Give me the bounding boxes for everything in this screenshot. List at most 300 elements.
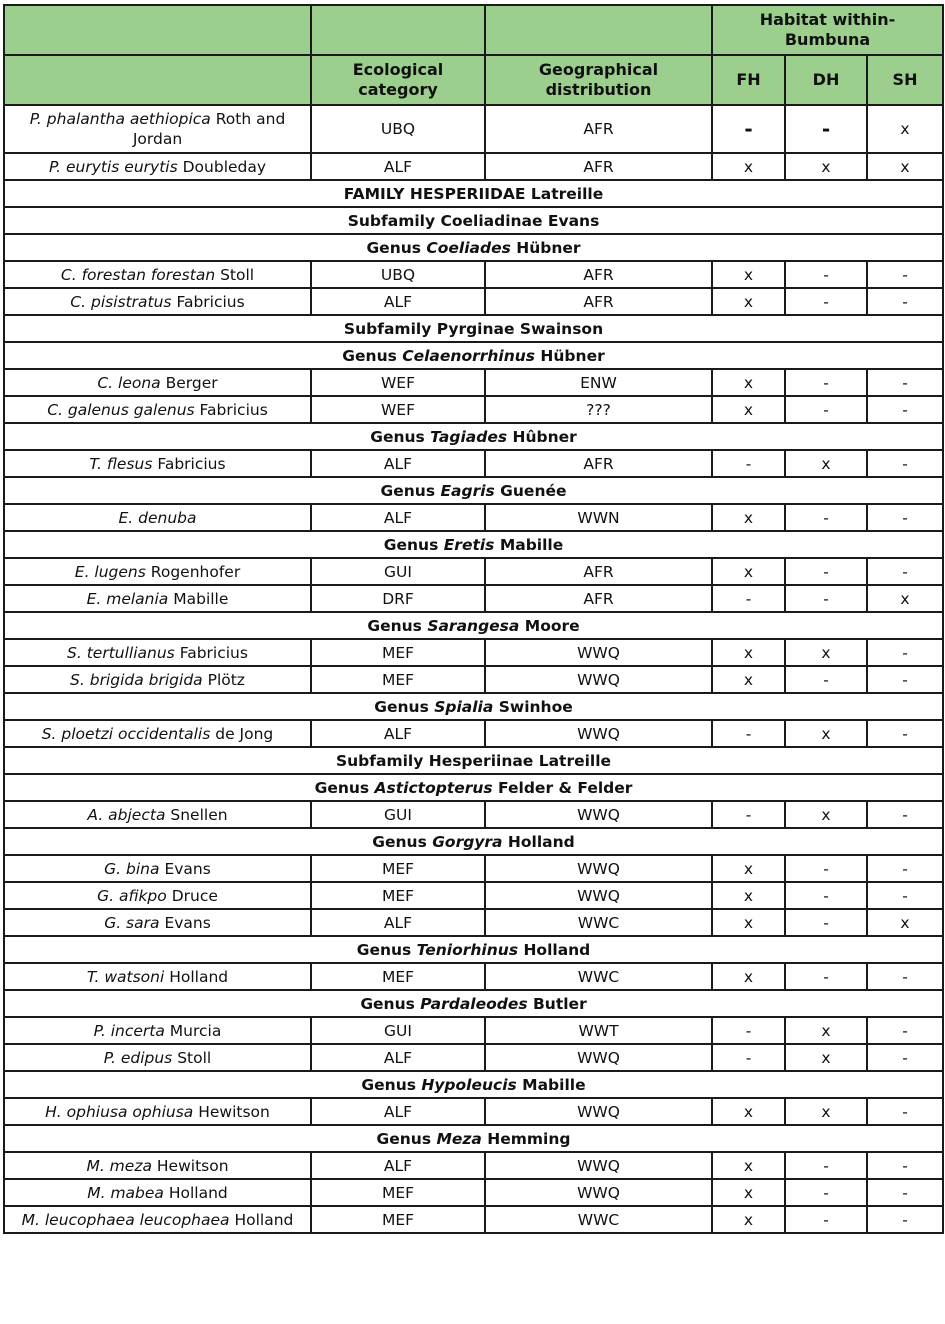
fh-cell: - (712, 1044, 785, 1071)
section-heading (4, 612, 943, 639)
section-row (4, 1125, 943, 1152)
sh-cell: - (867, 801, 943, 828)
table-row (4, 1179, 943, 1206)
ecological-category-cell: MEF (311, 639, 485, 666)
species-name: E. melania (86, 589, 169, 608)
species-author: Holland (234, 1210, 294, 1229)
section-heading-text: Genus (360, 994, 421, 1013)
dh-cell: x (785, 720, 867, 747)
header-habitat-group: Habitat within- Bumbuna (712, 5, 943, 55)
geographical-distribution-cell: AFR (485, 288, 712, 315)
dh-cell: x (785, 801, 867, 828)
geographical-distribution-cell: WWC (485, 963, 712, 990)
fh-cell: x (712, 909, 785, 936)
dh-cell: - (785, 396, 867, 423)
ecological-category-cell: WEF (311, 369, 485, 396)
geographical-distribution-cell: WWQ (485, 882, 712, 909)
table-row (4, 261, 943, 288)
ecological-category-cell: ALF (311, 909, 485, 936)
table-row (4, 639, 943, 666)
ecological-category-cell: WEF (311, 396, 485, 423)
dh-cell: x (785, 153, 867, 180)
dh-cell: - (785, 666, 867, 693)
table-row (4, 504, 943, 531)
fh-cell: x (712, 558, 785, 585)
section-row (4, 693, 943, 720)
section-heading-author: Hübner (510, 238, 581, 257)
table-row (4, 855, 943, 882)
section-heading-text: FAMILY HESPERIIDAE Latreille (343, 184, 604, 203)
dh-cell: - (785, 105, 867, 153)
species-name: E. lugens (74, 562, 146, 581)
sh-cell: - (867, 855, 943, 882)
section-heading-text: Subfamily Coeliadinae Evans (347, 211, 600, 230)
sh-cell: x (867, 105, 943, 153)
sh-cell: - (867, 450, 943, 477)
section-heading-text: Genus (361, 1075, 422, 1094)
sh-cell: - (867, 666, 943, 693)
ecological-category-cell: MEF (311, 1206, 485, 1233)
species-author: Fabricius (179, 643, 248, 662)
dh-cell: - (785, 882, 867, 909)
species-cell (4, 450, 311, 477)
table-row (4, 720, 943, 747)
section-heading-genus: Eagris (440, 481, 495, 500)
section-heading (4, 180, 943, 207)
section-heading-genus: Celaenorrhinus (402, 346, 536, 365)
header-species (4, 55, 311, 105)
sh-cell: - (867, 1179, 943, 1206)
species-name: M. leucophaea leucophaea (21, 1210, 230, 1229)
species-cell (4, 1044, 311, 1071)
ecological-category-cell: ALF (311, 720, 485, 747)
species-name: M. meza (86, 1156, 152, 1175)
section-heading-author: Hemming (481, 1129, 571, 1148)
table-row (4, 585, 943, 612)
section-heading (4, 207, 943, 234)
sh-cell: - (867, 558, 943, 585)
ecological-category-cell: ALF (311, 153, 485, 180)
section-heading-author: Holland (502, 832, 575, 851)
species-cell (4, 1206, 311, 1233)
section-heading-text: Genus (372, 832, 433, 851)
header-fh: FH (712, 55, 785, 105)
table-row (4, 666, 943, 693)
section-row (4, 531, 943, 558)
sh-cell: - (867, 504, 943, 531)
geographical-distribution-cell: AFR (485, 450, 712, 477)
geographical-distribution-cell: AFR (485, 105, 712, 153)
fh-cell: x (712, 882, 785, 909)
section-heading-genus: Tagiades (430, 427, 508, 446)
section-heading-genus: Hypoleucis (421, 1075, 517, 1094)
geographical-distribution-cell: WWT (485, 1017, 712, 1044)
ecological-category-cell: MEF (311, 666, 485, 693)
section-heading (4, 774, 943, 801)
species-author: Berger (165, 373, 218, 392)
species-cell (4, 639, 311, 666)
table-row (4, 801, 943, 828)
fh-cell: x (712, 639, 785, 666)
species-cell (4, 666, 311, 693)
species-name: G. afikpo (97, 886, 167, 905)
table-row (4, 1044, 943, 1071)
fh-cell: - (712, 105, 785, 153)
species-name: P. eurytis eurytis (48, 157, 178, 176)
fh-cell: - (712, 801, 785, 828)
table-row (4, 153, 943, 180)
dh-cell: - (785, 504, 867, 531)
species-cell (4, 1179, 311, 1206)
section-heading-text: Genus (376, 1129, 437, 1148)
section-heading-genus: Meza (436, 1129, 482, 1148)
geographical-distribution-cell: WWQ (485, 855, 712, 882)
ecological-category-cell: MEF (311, 1179, 485, 1206)
table-row (4, 1098, 943, 1125)
species-name: S. brigida brigida (70, 670, 203, 689)
section-heading-genus: Astictopterus (374, 778, 493, 797)
fh-cell: x (712, 666, 785, 693)
species-cell (4, 909, 311, 936)
ecological-category-cell: ALF (311, 1152, 485, 1179)
section-row (4, 612, 943, 639)
sh-cell: - (867, 1044, 943, 1071)
header-sh: SH (867, 55, 943, 105)
geographical-distribution-cell: WWQ (485, 666, 712, 693)
section-heading-genus: Pardaleodes (420, 994, 528, 1013)
species-author: Rogenhofer (150, 562, 241, 581)
section-heading-genus: Teniorhinus (416, 940, 519, 959)
species-name: M. mabea (87, 1183, 164, 1202)
species-author: Stoll (220, 265, 255, 284)
species-author: Fabricius (176, 292, 245, 311)
section-heading (4, 828, 943, 855)
dh-cell: - (785, 855, 867, 882)
species-cell (4, 1152, 311, 1179)
dh-cell: x (785, 450, 867, 477)
species-name: H. ophiusa ophiusa (45, 1102, 194, 1121)
section-heading-genus: Eretis (443, 535, 495, 554)
species-cell (4, 801, 311, 828)
section-heading (4, 315, 943, 342)
header-row-top (4, 5, 943, 55)
species-name: A. abjecta (87, 805, 166, 824)
sh-cell: - (867, 288, 943, 315)
dh-cell: - (785, 963, 867, 990)
section-heading (4, 936, 943, 963)
ecological-category-cell: GUI (311, 558, 485, 585)
geographical-distribution-cell: AFR (485, 261, 712, 288)
ecological-category-cell: GUI (311, 801, 485, 828)
section-heading (4, 531, 943, 558)
section-row (4, 990, 943, 1017)
table-row (4, 558, 943, 585)
species-name: P. edipus (103, 1048, 173, 1067)
section-row (4, 477, 943, 504)
geographical-distribution-cell: WWQ (485, 639, 712, 666)
species-name: C. galenus galenus (47, 400, 195, 419)
geographical-distribution-cell: AFR (485, 153, 712, 180)
ecological-category-cell: DRF (311, 585, 485, 612)
species-author: Evans (164, 859, 211, 878)
species-author: Snellen (170, 805, 228, 824)
section-row (4, 315, 943, 342)
sh-cell: - (867, 1206, 943, 1233)
section-row (4, 774, 943, 801)
section-row (4, 423, 943, 450)
species-author: Holland (169, 967, 229, 986)
sh-cell: - (867, 639, 943, 666)
section-heading-author: Hübner (535, 346, 605, 365)
section-heading-text: Genus (380, 481, 441, 500)
header-blank-eco (311, 5, 485, 55)
section-heading-author: Felder & Felder (492, 778, 633, 797)
section-row (4, 234, 943, 261)
section-heading (4, 1125, 943, 1152)
ecological-category-cell: ALF (311, 1098, 485, 1125)
ecological-category-cell: UBQ (311, 105, 485, 153)
sh-cell: - (867, 882, 943, 909)
section-heading-text: Genus (370, 427, 431, 446)
section-heading-author: Hûbner (507, 427, 577, 446)
species-name: S. ploetzi occidentalis (41, 724, 211, 743)
section-heading-genus: Coeliades (426, 238, 511, 257)
section-heading (4, 342, 943, 369)
section-heading (4, 747, 943, 774)
section-heading (4, 990, 943, 1017)
species-author: Mabille (173, 589, 229, 608)
dh-cell: - (785, 1152, 867, 1179)
geographical-distribution-cell: ??? (485, 396, 712, 423)
sh-cell: x (867, 153, 943, 180)
geographical-distribution-cell: WWQ (485, 1044, 712, 1071)
fh-cell: x (712, 288, 785, 315)
dh-cell: - (785, 1206, 867, 1233)
geographical-distribution-cell: AFR (485, 558, 712, 585)
section-heading-text: Genus (374, 697, 435, 716)
species-cell (4, 261, 311, 288)
section-heading (4, 1071, 943, 1098)
section-heading-genus: Spialia (434, 697, 494, 716)
species-author: Plötz (207, 670, 245, 689)
species-name: C. pisistratus (70, 292, 172, 311)
species-name: G. bina (104, 859, 160, 878)
species-name: T. watsoni (86, 967, 165, 986)
species-cell (4, 855, 311, 882)
species-author: Roth and Jordan (132, 110, 286, 148)
ecological-category-cell: ALF (311, 288, 485, 315)
section-heading (4, 423, 943, 450)
dh-cell: - (785, 909, 867, 936)
header-blank-geo (485, 5, 712, 55)
species-author: Druce (171, 886, 218, 905)
table-row (4, 288, 943, 315)
fh-cell: x (712, 1179, 785, 1206)
species-cell (4, 369, 311, 396)
species-name: T. flesus (89, 454, 153, 473)
geographical-distribution-cell: WWQ (485, 1098, 712, 1125)
species-cell (4, 288, 311, 315)
section-heading-text: Genus (367, 616, 428, 635)
geographical-distribution-cell: AFR (485, 585, 712, 612)
header-ecological-category: Ecological category (311, 55, 485, 105)
fh-cell: x (712, 261, 785, 288)
section-heading-author: Moore (519, 616, 580, 635)
section-row (4, 828, 943, 855)
section-heading-author: Mabille (494, 535, 564, 554)
species-author: Murcia (169, 1021, 222, 1040)
sh-cell: x (867, 585, 943, 612)
section-heading-text: Genus (366, 238, 427, 257)
ecological-category-cell: ALF (311, 504, 485, 531)
section-heading-genus: Sarangesa (427, 616, 520, 635)
fh-cell: x (712, 396, 785, 423)
species-cell (4, 105, 311, 153)
section-heading-text: Genus (314, 778, 375, 797)
fh-cell: x (712, 963, 785, 990)
species-author: Hewitson (156, 1156, 229, 1175)
section-heading-author: Butler (527, 994, 587, 1013)
section-heading-genus: Gorgyra (432, 832, 503, 851)
fh-cell: - (712, 450, 785, 477)
section-heading-author: Mabille (516, 1075, 586, 1094)
species-cell (4, 558, 311, 585)
species-name: G. sara (104, 913, 160, 932)
fh-cell: x (712, 1206, 785, 1233)
dh-cell: - (785, 558, 867, 585)
sh-cell: - (867, 396, 943, 423)
dh-cell: - (785, 1179, 867, 1206)
dh-cell: x (785, 639, 867, 666)
section-heading-author: Holland (518, 940, 591, 959)
species-author: Evans (164, 913, 211, 932)
table-row (4, 450, 943, 477)
fh-cell: - (712, 720, 785, 747)
ecological-category-cell: UBQ (311, 261, 485, 288)
section-row (4, 180, 943, 207)
ecological-category-cell: ALF (311, 1044, 485, 1071)
fh-cell: x (712, 153, 785, 180)
dh-cell: x (785, 1044, 867, 1071)
species-author: Fabricius (157, 454, 226, 473)
table-row (4, 1152, 943, 1179)
fh-cell: - (712, 585, 785, 612)
section-heading (4, 693, 943, 720)
table-row (4, 1017, 943, 1044)
header-blank-species (4, 5, 311, 55)
section-row (4, 936, 943, 963)
fh-cell: x (712, 1152, 785, 1179)
header-row-columns (4, 55, 943, 105)
fh-cell: x (712, 369, 785, 396)
species-cell (4, 585, 311, 612)
table-body (4, 105, 943, 1233)
geographical-distribution-cell: ENW (485, 369, 712, 396)
geographical-distribution-cell: WWQ (485, 720, 712, 747)
species-name: P. incerta (93, 1021, 165, 1040)
species-name: C. forestan forestan (60, 265, 216, 284)
dh-cell: - (785, 369, 867, 396)
dh-cell: - (785, 288, 867, 315)
species-cell (4, 396, 311, 423)
dh-cell: x (785, 1098, 867, 1125)
section-heading-text: Genus (342, 346, 403, 365)
sh-cell: - (867, 1017, 943, 1044)
species-author: de Jong (215, 724, 274, 743)
section-heading-author: Guenée (494, 481, 567, 500)
species-name: E. denuba (118, 508, 197, 527)
section-row (4, 207, 943, 234)
species-cell (4, 963, 311, 990)
sh-cell: - (867, 261, 943, 288)
ecological-category-cell: MEF (311, 963, 485, 990)
section-heading-text: Genus (383, 535, 444, 554)
ecological-category-cell: ALF (311, 450, 485, 477)
species-cell (4, 504, 311, 531)
table-row (4, 963, 943, 990)
table-row (4, 369, 943, 396)
sh-cell: x (867, 909, 943, 936)
fh-cell: - (712, 1017, 785, 1044)
geographical-distribution-cell: WWQ (485, 801, 712, 828)
fh-cell: x (712, 855, 785, 882)
species-author: Hewitson (198, 1102, 270, 1121)
geographical-distribution-cell: WWC (485, 1206, 712, 1233)
section-heading-text: Subfamily Pyrginae Swainson (343, 319, 604, 338)
species-cell (4, 1017, 311, 1044)
ecological-category-cell: GUI (311, 1017, 485, 1044)
ecological-category-cell: MEF (311, 882, 485, 909)
species-cell (4, 882, 311, 909)
geographical-distribution-cell: WWC (485, 909, 712, 936)
header-geographical-distribution: Geographical distribution (485, 55, 712, 105)
section-row (4, 342, 943, 369)
species-author: Doubleday (182, 157, 267, 176)
ecological-category-cell: MEF (311, 855, 485, 882)
species-name: P. phalantha aethiopica (29, 110, 211, 128)
table-row (4, 882, 943, 909)
sh-cell: - (867, 1152, 943, 1179)
section-heading-author: Swinhoe (493, 697, 573, 716)
dh-cell: - (785, 585, 867, 612)
species-cell (4, 1098, 311, 1125)
dh-cell: - (785, 261, 867, 288)
section-heading (4, 234, 943, 261)
fh-cell: x (712, 1098, 785, 1125)
section-heading (4, 477, 943, 504)
header-dh: DH (785, 55, 867, 105)
sh-cell: - (867, 720, 943, 747)
fh-cell: x (712, 504, 785, 531)
geographical-distribution-cell: WWQ (485, 1179, 712, 1206)
species-name: S. tertullianus (67, 643, 175, 662)
section-row (4, 1071, 943, 1098)
species-name: C. leona (97, 373, 161, 392)
sh-cell: - (867, 1098, 943, 1125)
table-row (4, 909, 943, 936)
species-table (3, 4, 944, 1234)
sh-cell: - (867, 963, 943, 990)
species-author: Fabricius (199, 400, 268, 419)
table-row (4, 105, 943, 153)
section-heading-text: Subfamily Hesperiinae Latreille (335, 751, 612, 770)
section-heading-text: Genus (356, 940, 417, 959)
section-row (4, 747, 943, 774)
table-row (4, 396, 943, 423)
sh-cell: - (867, 369, 943, 396)
species-author: Stoll (177, 1048, 212, 1067)
species-cell (4, 153, 311, 180)
